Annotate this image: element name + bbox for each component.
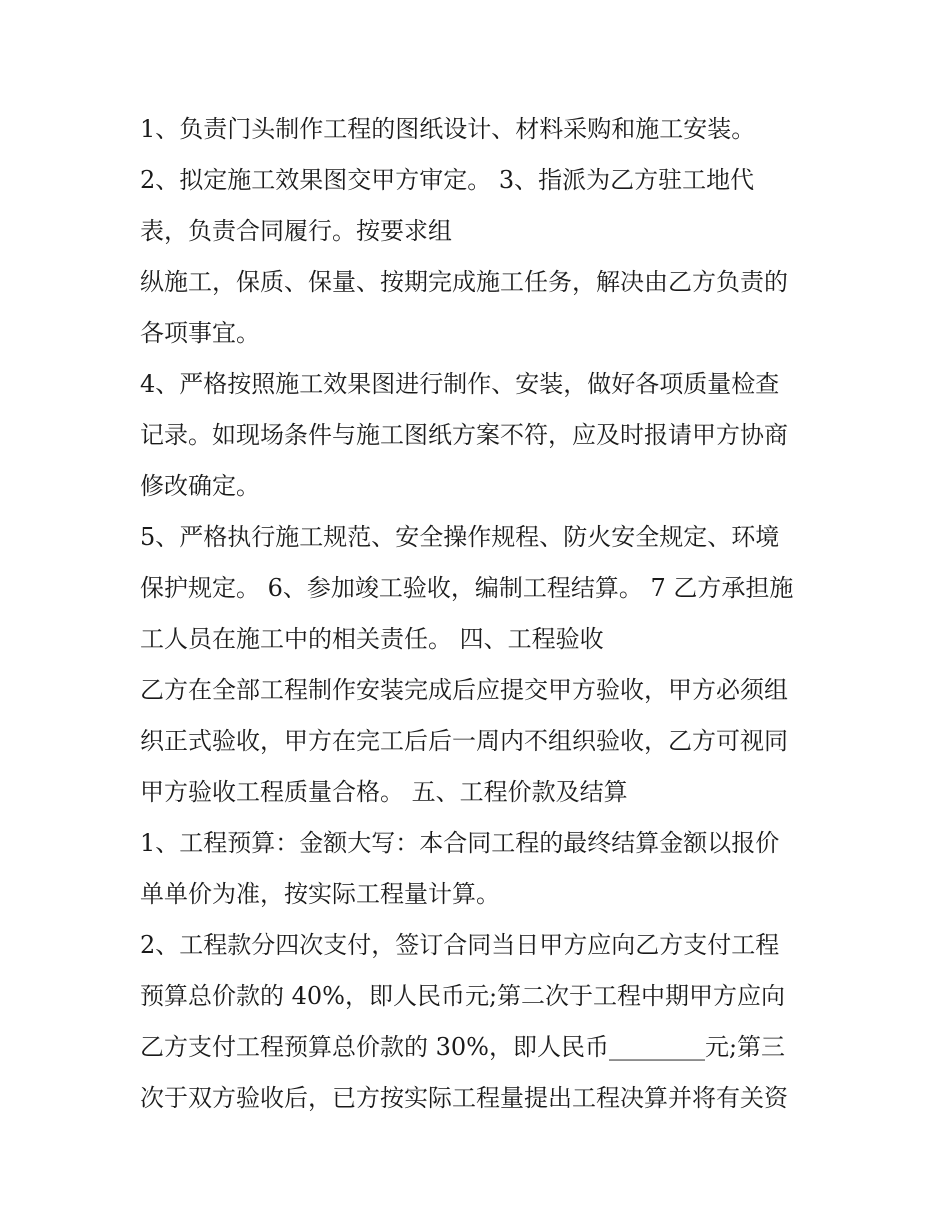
text-line: 乙方在全部工程制作安装完成后应提交甲方验收，甲方必须组 xyxy=(140,676,788,704)
text-line: 1、负责门头制作工程的图纸设计、材料采购和施工安装。 xyxy=(140,115,756,143)
text-line: 4、严格按照施工效果图进行制作、安装，做好各项质量检查 xyxy=(140,370,780,398)
text-line: 乙方支付工程预算总价款的 30%，即人民币________元;第三 xyxy=(140,1033,786,1061)
text-line: 2、拟定施工效果图交甲方审定。 3、指派为乙方驻工地代 xyxy=(140,166,755,194)
text-line: 织正式验收，甲方在完工后后一周内不组织验收，乙方可视同 xyxy=(140,727,788,755)
text-line: 2、工程款分四次支付，签订合同当日甲方应向乙方支付工程 xyxy=(140,931,780,959)
text-line: 记录。如现场条件与施工图纸方案不符，应及时报请甲方协商 xyxy=(140,421,788,449)
text-line: 修改确定。 xyxy=(140,472,260,500)
text-line: 工人员在施工中的相关责任。 四、工程验收 xyxy=(140,625,604,653)
text-line: 保护规定。 6、参加竣工验收，编制工程结算。 7 乙方承担施 xyxy=(140,574,794,602)
text-line: 各项事宜。 xyxy=(140,319,260,347)
text-line: 纵施工，保质、保量、按期完成施工任务，解决由乙方负责的 xyxy=(140,268,788,296)
text-line: 预算总价款的 40%，即人民币元;第二次于工程中期甲方应向 xyxy=(140,982,786,1010)
text-line: 1、工程预算：金额大写：本合同工程的最终结算金额以报价 xyxy=(140,829,780,857)
text-line: 表，负责合同履行。按要求组 xyxy=(140,217,452,245)
text-line: 甲方验收工程质量合格。 五、工程价款及结算 xyxy=(140,778,628,806)
text-line: 5、严格执行施工规范、安全操作规程、防火安全规定、环境 xyxy=(140,523,780,551)
contract-text-body xyxy=(140,104,830,1124)
text-line: 次于双方验收后，已方按实际工程量提出工程决算并将有关资 xyxy=(140,1084,788,1112)
text-line: 单单价为准，按实际工程量计算。 xyxy=(140,880,500,908)
